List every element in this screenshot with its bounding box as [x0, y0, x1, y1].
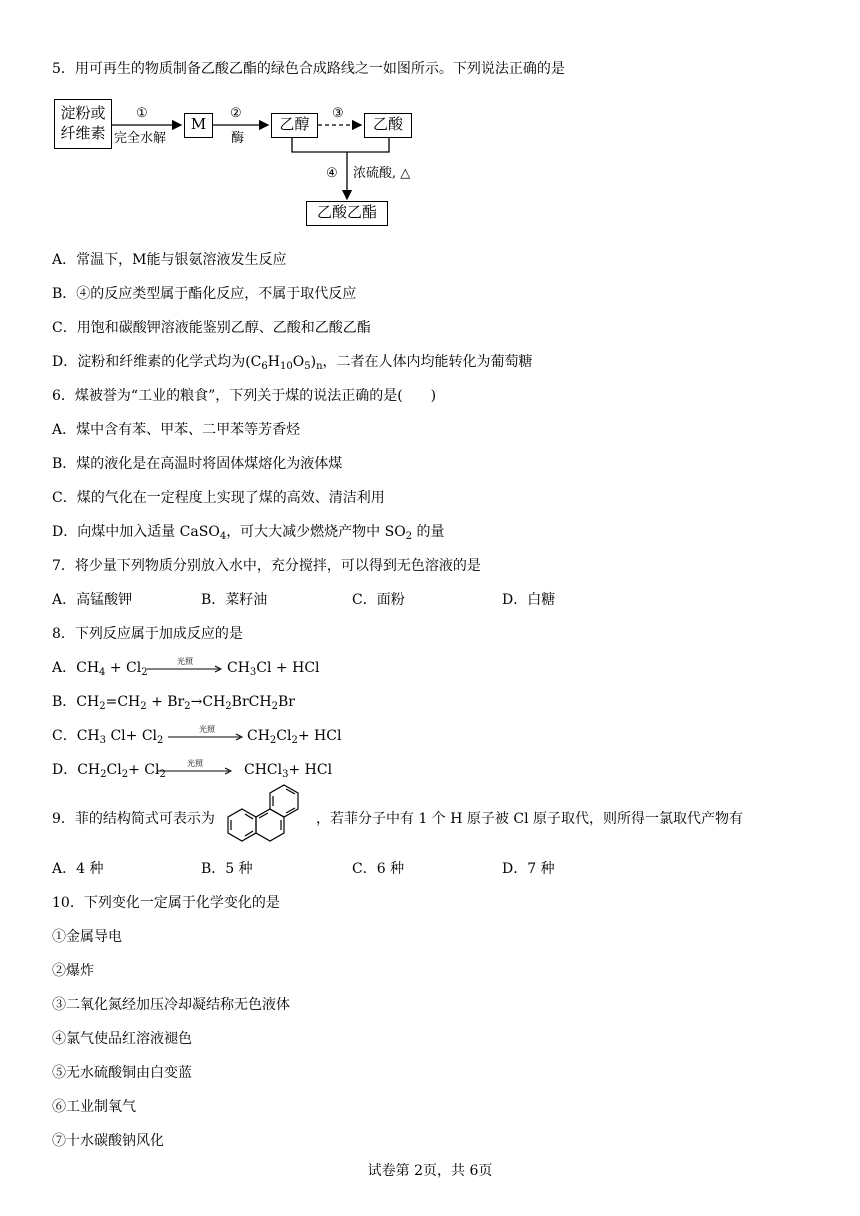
- q7-option-a: A．高锰酸钾: [52, 592, 133, 608]
- q8-b-t4: CH: [202, 694, 226, 710]
- q6-d-text2: ，可大大减少燃烧产物中 SO: [226, 524, 406, 540]
- q7-option-d: D．白糖: [502, 592, 556, 608]
- q8-d-t1: D．CH: [52, 762, 101, 778]
- q10-item-3: ③二氧化氮经加压冷却凝结称无色液体: [52, 997, 290, 1013]
- q10-item-6: ⑥工业制氧气: [52, 1099, 136, 1115]
- q8-b-t3: + Br: [146, 694, 185, 710]
- q5-d-text1: D．淀粉和纤维素的化学式均为(C: [52, 354, 262, 370]
- q8-b-sub5: 2: [271, 701, 278, 712]
- q9-option-a: A．4 种: [52, 861, 104, 877]
- q5-option-a: A．常温下，M能与银氨溶液发生反应: [52, 252, 287, 268]
- q5-d-sub2: 10: [280, 361, 293, 372]
- step2-label: 酶: [231, 131, 245, 146]
- q6-d-text3: 的量: [412, 524, 445, 540]
- page-footer: 试卷第 2页，共 6页: [367, 1163, 493, 1179]
- q8-stem: 8．下列反应属于加成反应的是: [52, 626, 243, 642]
- q8-c-sub3: 2: [269, 735, 277, 746]
- q8-b-sub1: 2: [99, 701, 106, 712]
- step1-number: ①: [136, 106, 148, 121]
- q8-b-arrow: →: [190, 694, 203, 710]
- q8-c-sub4: 2: [291, 735, 298, 746]
- q8-d-sub4: 3: [282, 769, 289, 780]
- q8-a-sub2: 2: [141, 667, 148, 678]
- q5-option-b: B．④的反应类型属于酯化反应，不属于取代反应: [52, 286, 357, 302]
- ethyl-acetate-box: 乙酸乙酯: [306, 201, 388, 226]
- start-box-line1: 淀粉或: [60, 104, 106, 122]
- q10-item-7: ⑦十水碳酸钠风化: [52, 1133, 164, 1149]
- q8-c-t5: + HCl: [297, 728, 342, 744]
- q10-item-5: ⑤无水硫酸铜由白变蓝: [52, 1065, 192, 1081]
- step2-number: ②: [230, 106, 242, 121]
- q6-option-c: C．煤的气化在一定程度上实现了煤的高效、清洁利用: [52, 490, 385, 506]
- q8-d-condition: 光照: [187, 759, 203, 768]
- step3-number: ③: [332, 106, 344, 121]
- q9-option-b: B．5 种: [201, 861, 253, 877]
- q8-d-sub3: 2: [159, 769, 166, 780]
- q8-b-t5: BrCH: [231, 694, 272, 710]
- q8-c-t3: CH: [247, 728, 270, 744]
- q10-item-1: ①金属导电: [52, 929, 122, 945]
- q9-stem-prefix: 9．菲的结构简式可表示为: [52, 811, 215, 827]
- q6-option-a: A．煤中含有苯、甲苯、二甲苯等芳香烃: [52, 422, 301, 438]
- q8-d-t2: Cl: [106, 762, 122, 778]
- q8-b-t6: Br: [277, 694, 295, 710]
- q8-b-sub3: 2: [184, 701, 191, 712]
- q8-a-t2: + Cl: [105, 660, 142, 676]
- q8-c-t1: C．CH: [52, 728, 100, 744]
- q6-d-text1: D．向煤中加入适量 CaSO: [52, 524, 220, 540]
- q8-c-t4: Cl: [276, 728, 292, 744]
- q8-a-t1: A．CH: [52, 660, 100, 676]
- q8-b-sub2: 2: [140, 701, 147, 712]
- q8-d-t4: CHCl: [244, 762, 283, 778]
- q8-b-t1: B．CH: [52, 694, 100, 710]
- q10-item-4: ④氯气使品红溶液褪色: [52, 1031, 192, 1047]
- q8-a-sub3: 3: [249, 667, 257, 678]
- acetic-acid-box: 乙酸: [364, 113, 412, 138]
- m-box: M: [184, 113, 213, 138]
- step4-number: ④: [326, 166, 338, 181]
- q5-option-c: C．用饱和碳酸钾溶液能鉴别乙醇、乙酸和乙酸乙酯: [52, 320, 371, 336]
- q5-d-h: H: [267, 354, 280, 370]
- q6-d-sub2: 2: [405, 531, 413, 542]
- q8-d-t3: + Cl: [128, 762, 160, 778]
- q9-option-d: D．7 种: [502, 861, 555, 877]
- q8-a-condition: 光照: [177, 657, 193, 666]
- q8-a-t4: Cl + HCl: [256, 660, 320, 676]
- q8-b-sub4: 2: [225, 701, 232, 712]
- q9-stem-suffix: ，若菲分子中有 1 个 H 原子被 Cl 原子取代，则所得一氯取代产物有: [316, 811, 744, 827]
- q6-option-b: B．煤的液化是在高温时将固体煤熔化为液体煤: [52, 456, 343, 472]
- q8-d-sub2: 2: [121, 769, 129, 780]
- q5-d-sub3: 5: [304, 361, 311, 372]
- q8-a-t3: CH: [227, 660, 250, 676]
- q7-stem: 7．将少量下列物质分别放入水中，充分搅拌，可以得到无色溶液的是: [52, 558, 481, 574]
- step4-label: 浓硫酸, △: [353, 166, 411, 181]
- q5-d-o: O: [292, 354, 305, 370]
- q8-d-t5: + HCl: [288, 762, 333, 778]
- q5-d-close: ): [310, 354, 317, 370]
- q5-d-sub1: 6: [261, 361, 268, 372]
- ethanol-box: 乙醇: [271, 113, 318, 138]
- q10-item-2: ②爆炸: [52, 963, 94, 979]
- q8-c-sub1: 3: [99, 735, 107, 746]
- q8-b-t2: =CH: [105, 694, 141, 710]
- q8-a-sub1: 4: [99, 667, 106, 678]
- q7-option-b: B．菜籽油: [201, 592, 268, 608]
- q9-option-c: C．6 种: [352, 861, 405, 877]
- q6-d-sub1: 4: [219, 531, 227, 542]
- q5-d-text2: ，二者在人体内均能转化为葡萄糖: [322, 354, 533, 370]
- q8-c-t2: Cl+ Cl: [106, 728, 158, 744]
- step1-label: 完全水解: [114, 131, 167, 146]
- q8-c-condition: 光照: [199, 725, 215, 734]
- q5-stem: 5．用可再生的物质制备乙酸乙酯的绿色合成路线之一如图所示。下列说法正确的是: [52, 61, 565, 77]
- q5-d-sub-n: n: [316, 361, 323, 372]
- start-box-line2: 纤维素: [60, 124, 106, 142]
- q7-option-c: C．面粉: [352, 592, 405, 608]
- q10-stem: 10．下列变化一定属于化学变化的是: [52, 895, 280, 911]
- q8-d-sub1: 2: [100, 769, 107, 780]
- q8-c-sub2: 2: [157, 735, 164, 746]
- q6-stem: 6．煤被誉为“工业的粮食”，下列关于煤的说法正确的是( ): [52, 388, 437, 404]
